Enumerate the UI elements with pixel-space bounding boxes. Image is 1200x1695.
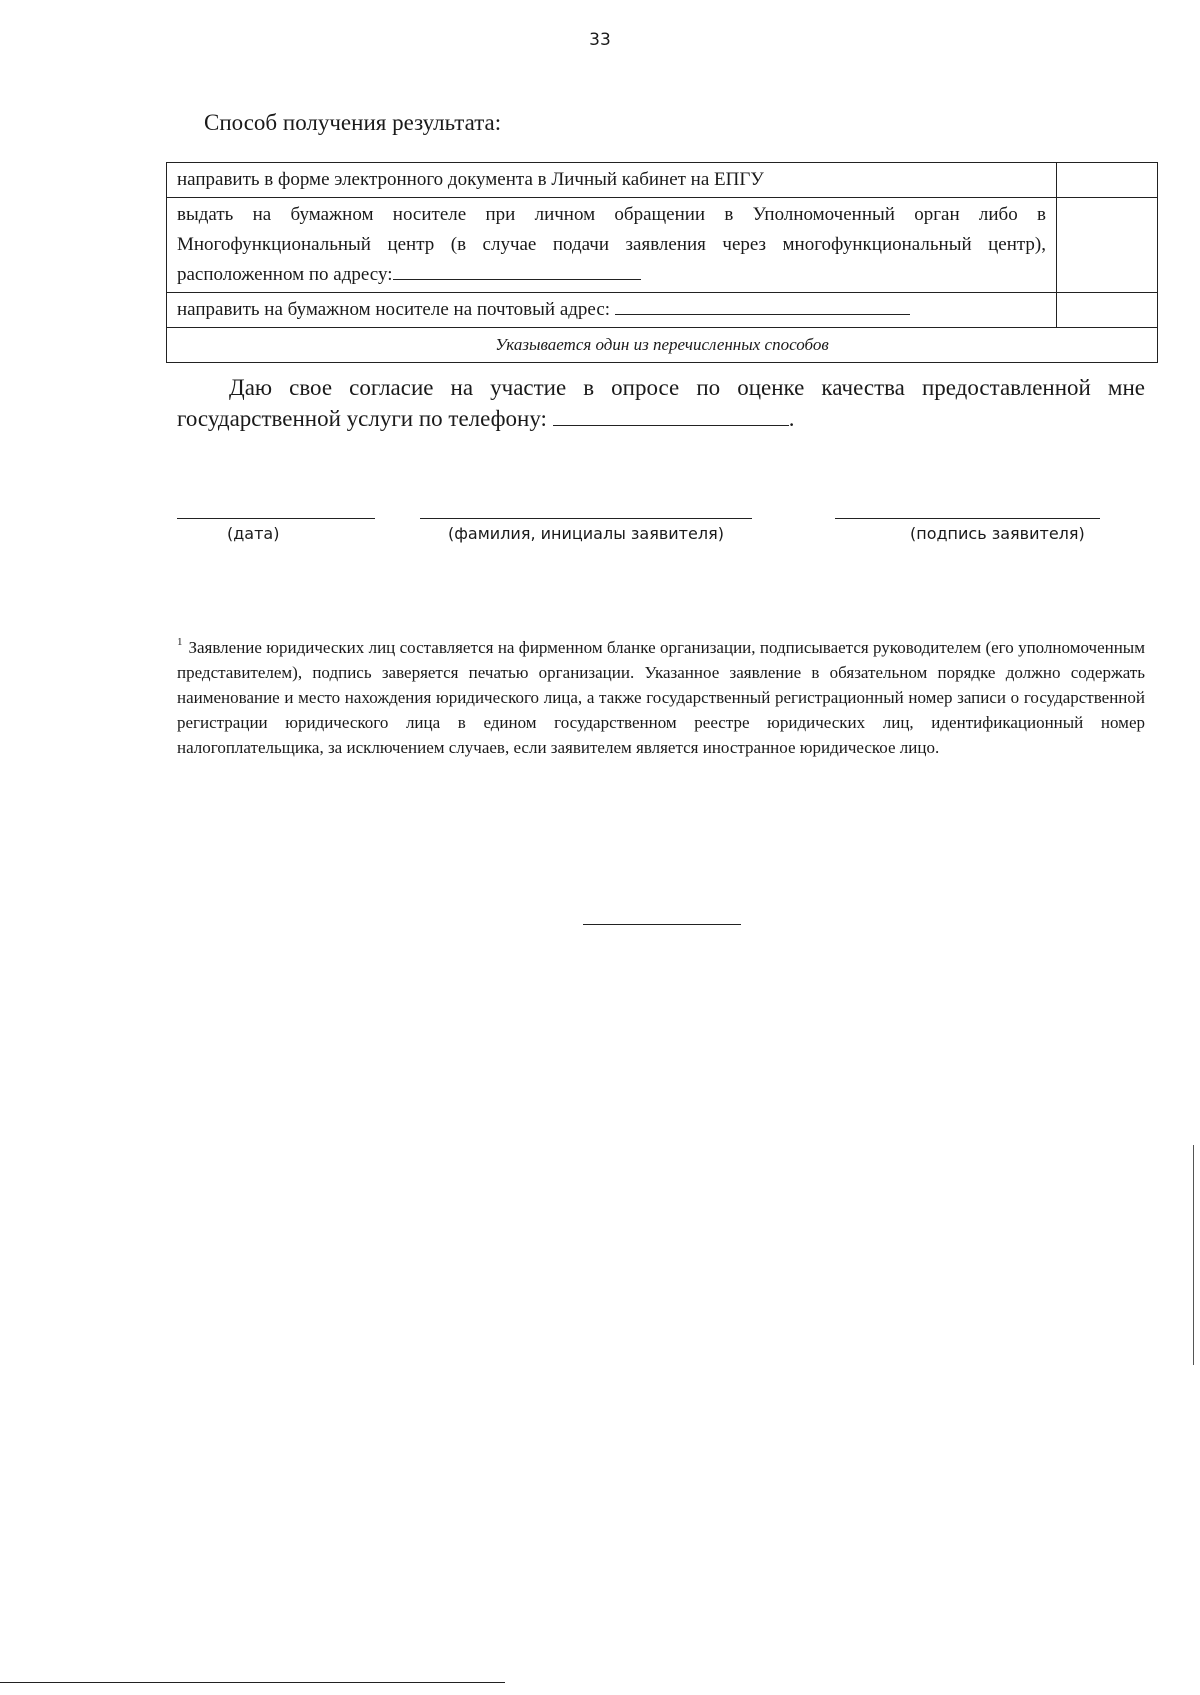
table-note: Указывается один из перечисленных способов [167,328,1158,363]
consent-paragraph [177,372,1145,434]
option-electronic-checkbox[interactable] [1057,163,1158,198]
option-paper-in-person-label: выдать на бумажном носителе при личном обращении в Уполномоченный орган либо в Многофункциональный центр (в случае подачи заявления через многофункциональный центр), расположенном по адресу: [177,204,1046,285]
option-paper-in-person-checkbox[interactable] [1057,198,1158,293]
table-row [167,328,1158,363]
page-number: 33 [589,30,611,50]
table-row [167,198,1158,293]
footnote-mark: 1 [177,636,183,648]
name-label: (фамилия, инициалы заявителя) [448,524,724,543]
option-post-cell [167,293,1057,328]
footnote-text: Заявление юридических лиц составляется на фирменном бланке организации, подписывается руководителем (его уполномоченным представителем), подпись заверяется печатью организации. Указанное заявление в обязательном порядке должно содержать наименование и место нахождения юридического лица, а также государственный регистрационный номер записи о государственной регистрации юридического лица в едином государственном реестре юридических лиц, идентификационный номер налогоплательщика, за исключением случаев, если заявителем является иностранное юридическое лицо. [177,638,1145,757]
option-post-label: направить на бумажном носителе на почтовый адрес: [177,299,611,320]
table-row [167,293,1158,328]
signature-label: (подпись заявителя) [910,524,1085,543]
result-method-table [166,162,1158,363]
option-post-checkbox[interactable] [1057,293,1158,328]
option-paper-in-person-cell [167,198,1057,293]
phone-field[interactable] [553,407,789,426]
signature-line[interactable] [835,518,1100,519]
end-divider [583,924,741,925]
scan-edge-mark [1193,1145,1194,1365]
address-field[interactable] [393,261,641,280]
name-line[interactable] [420,518,752,519]
consent-text: Даю свое согласие на участие в опросе по оценке качества предоставленной мне государственной услуги по телефону: [177,375,1145,431]
date-label: (дата) [227,524,280,543]
consent-end: . [788,406,795,431]
result-method-heading: Способ получения результата: [204,110,502,135]
bottom-divider [0,1682,505,1683]
option-electronic-label: направить в форме электронного документа в Личный кабинет на ЕПГУ [167,163,1057,198]
footnote [177,630,1145,760]
date-line[interactable] [177,518,375,519]
postal-address-field[interactable] [615,296,910,315]
table-row [167,163,1158,198]
